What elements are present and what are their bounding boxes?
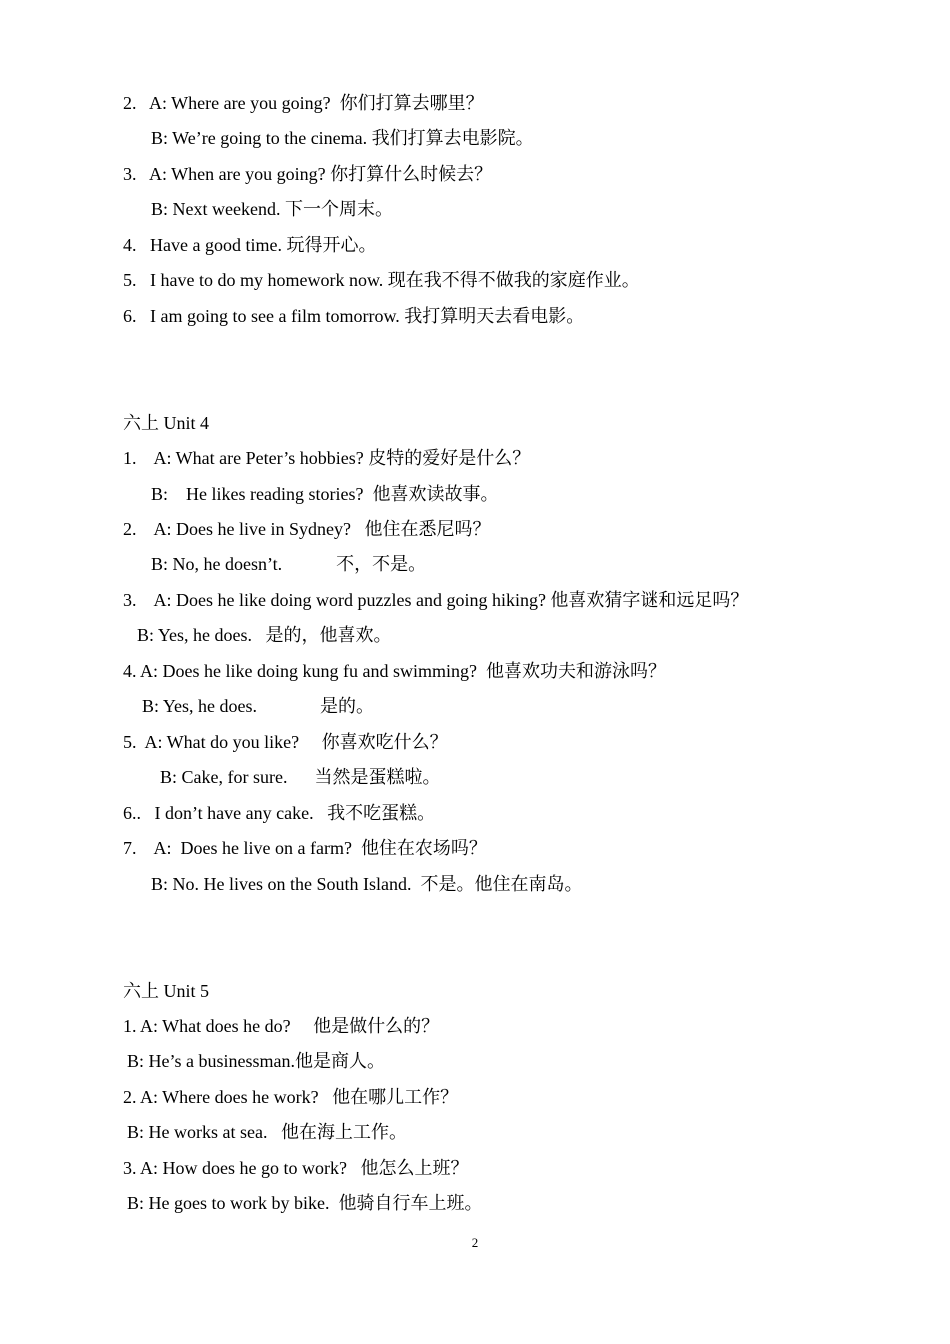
dialogue-line-unit5-1a: 1. A: What does he do? 他是做什么的？ [123,1016,440,1036]
dialogue-line-unit4-4a: 4. A: Does he like doing kung fu and swimming? 他喜欢功夫和游泳吗？ [123,661,666,681]
dialogue-line-unit4-4b: B: Yes, he does. 是的。 [142,696,375,716]
dialogue-line-unit3-4: 4. Have a good time. 玩得开心。 [123,235,377,255]
dialogue-line-unit3-2a: 2. A: Where are you going? 你们打算去哪里？ [123,93,484,113]
dialogue-line-unit4-2b: B: No, he doesn’t. 不，不是。 [151,554,427,574]
dialogue-line-unit3-6: 6. I am going to see a film tomorrow. 我打算明天去看电影。 [123,306,585,326]
dialogue-line-unit4-3a: 3. A: Does he like doing word puzzles and going hiking? 他喜欢猜字谜和远足吗？ [123,590,749,610]
dialogue-line-unit3-3a: 3. A: When are you going? 你打算什么时候去？ [123,164,493,184]
dialogue-line-unit5-2b: B: He works at sea. 他在海上工作。 [127,1122,407,1142]
dialogue-line-unit3-5: 5. I have to do my homework now. 现在我不得不做我的家庭作业。 [123,270,640,290]
dialogue-line-unit4-7b: B: No. He lives on the South Island. 不是。他住在南岛。 [151,874,583,894]
section-heading-unit5: 六上 Unit 5 [123,981,210,1001]
dialogue-line-unit5-3a: 3. A: How does he go to work? 他怎么上班？ [123,1158,469,1178]
dialogue-line-unit5-1b: B: He’s a businessman.他是商人。 [127,1051,385,1071]
page-number: 2 [471,1235,479,1250]
dialogue-line-unit5-3b: B: He goes to work by bike. 他骑自行车上班。 [127,1193,483,1213]
dialogue-line-unit3-3b: B: Next weekend. 下一个周末。 [151,199,393,219]
dialogue-line-unit4-2a: 2. A: Does he live in Sydney? 他住在悉尼吗？ [123,519,491,539]
dialogue-line-unit4-3b: B: Yes, he does. 是的，他喜欢。 [137,625,392,645]
dialogue-line-unit4-1a: 1. A: What are Peter’s hobbies? 皮特的爱好是什么？ [123,448,531,468]
dialogue-line-unit4-5a: 5. A: What do you like? 你喜欢吃什么？ [123,732,448,752]
dialogue-line-unit4-1b: B: He likes reading stories? 他喜欢读故事。 [151,484,499,504]
dialogue-line-unit4-5b: B: Cake, for sure. 当然是蛋糕啦。 [160,767,441,787]
dialogue-line-unit4-7a: 7. A: Does he live on a farm? 他住在农场吗？ [123,838,487,858]
dialogue-line-unit5-2a: 2. A: Where does he work? 他在哪儿工作？ [123,1087,459,1107]
section-heading-unit4: 六上 Unit 4 [123,413,210,433]
dialogue-line-unit4-6: 6.. I don’t have any cake. 我不吃蛋糕。 [123,803,436,823]
dialogue-line-unit3-2b: B: We’re going to the cinema. 我们打算去电影院。 [151,128,534,148]
